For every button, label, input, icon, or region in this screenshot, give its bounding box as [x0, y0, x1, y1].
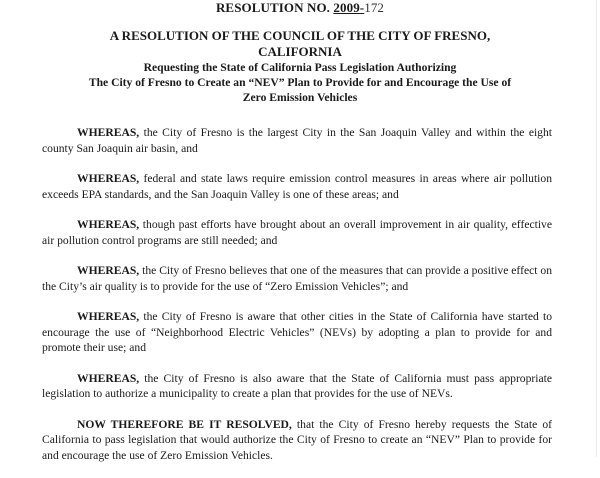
- resolution-body: [42, 125, 552, 478]
- paragraph-text: federal and state laws require emission control measures in areas where air pollution exceeds EPA standards, and the San Joaquin Valley is one of these areas; and: [42, 172, 552, 201]
- resolved-paragraph: [42, 417, 552, 464]
- resolution-heading: [30, 28, 570, 105]
- paragraph-text: that the City of Fresno hereby requests the State of California to pass legislation that would authorize the City of Fresno to create an “NEV” Plan to provide for and encourage the use of Zero Emission Vehicles.: [42, 417, 553, 462]
- paragraph-text: the City of Fresno is also aware that the State of California must pass appropriate legislation to authorize a municipality to create a plan that provides for the use of NEVs.: [42, 371, 552, 400]
- whereas-paragraph: [42, 263, 552, 294]
- whereas-paragraph: [42, 217, 552, 248]
- paragraph-lead: WHEREAS,: [77, 126, 140, 139]
- whereas-paragraph: [42, 371, 552, 402]
- resolution-year: 2009-: [333, 0, 365, 15]
- resolution-number: 172: [364, 0, 385, 15]
- resolution-prefix: RESOLUTION NO.: [215, 0, 331, 15]
- paragraph-lead: WHEREAS,: [77, 371, 140, 385]
- heading-line-1: A RESOLUTION OF THE COUNCIL OF THE CITY OF FRESNO,: [109, 28, 491, 43]
- paragraph-lead: WHEREAS,: [77, 310, 140, 323]
- whereas-paragraph: [42, 309, 552, 356]
- paragraph-text: the City of Fresno believes that one of the measures that can provide a positive effect on the City’s air quality is to provide for the use of “Zero Emission Vehicles”; and: [42, 264, 552, 293]
- paragraph-lead: NOW THEREFORE BE IT RESOLVED,: [77, 417, 292, 431]
- heading-line-4: The City of Fresno to Create an “NEV” Plan to Provide for and Encourage the Use of: [88, 76, 512, 89]
- heading-line-2: CALIFORNIA: [258, 44, 342, 59]
- paragraph-text: the City of Fresno is aware that other cities in the State of California have started to encourage the use of “Neighborhood Electric Vehicles” (NEVs) by adopting a plan to provide for and promote their use; and: [42, 310, 552, 354]
- paragraph-lead: WHEREAS,: [77, 264, 140, 277]
- heading-line-3: Requesting the State of California Pass Legislation Authorizing: [143, 61, 457, 74]
- paragraph-lead: WHEREAS,: [77, 172, 140, 185]
- paragraph-text: the City of Fresno is the largest City in the San Joaquin Valley and within the eight county San Joaquin air basin, and: [42, 126, 552, 155]
- scan-edge-line: [596, 0, 597, 457]
- heading-line-5: Zero Emission Vehicles: [242, 91, 358, 104]
- whereas-paragraph: [42, 171, 552, 202]
- paragraph-text: though past efforts have brought about an overall improvement in air quality, effective air pollution control programs are still needed; and: [42, 218, 552, 247]
- resolution-title: [0, 0, 600, 16]
- whereas-paragraph: [42, 125, 552, 156]
- paragraph-lead: WHEREAS,: [77, 218, 140, 231]
